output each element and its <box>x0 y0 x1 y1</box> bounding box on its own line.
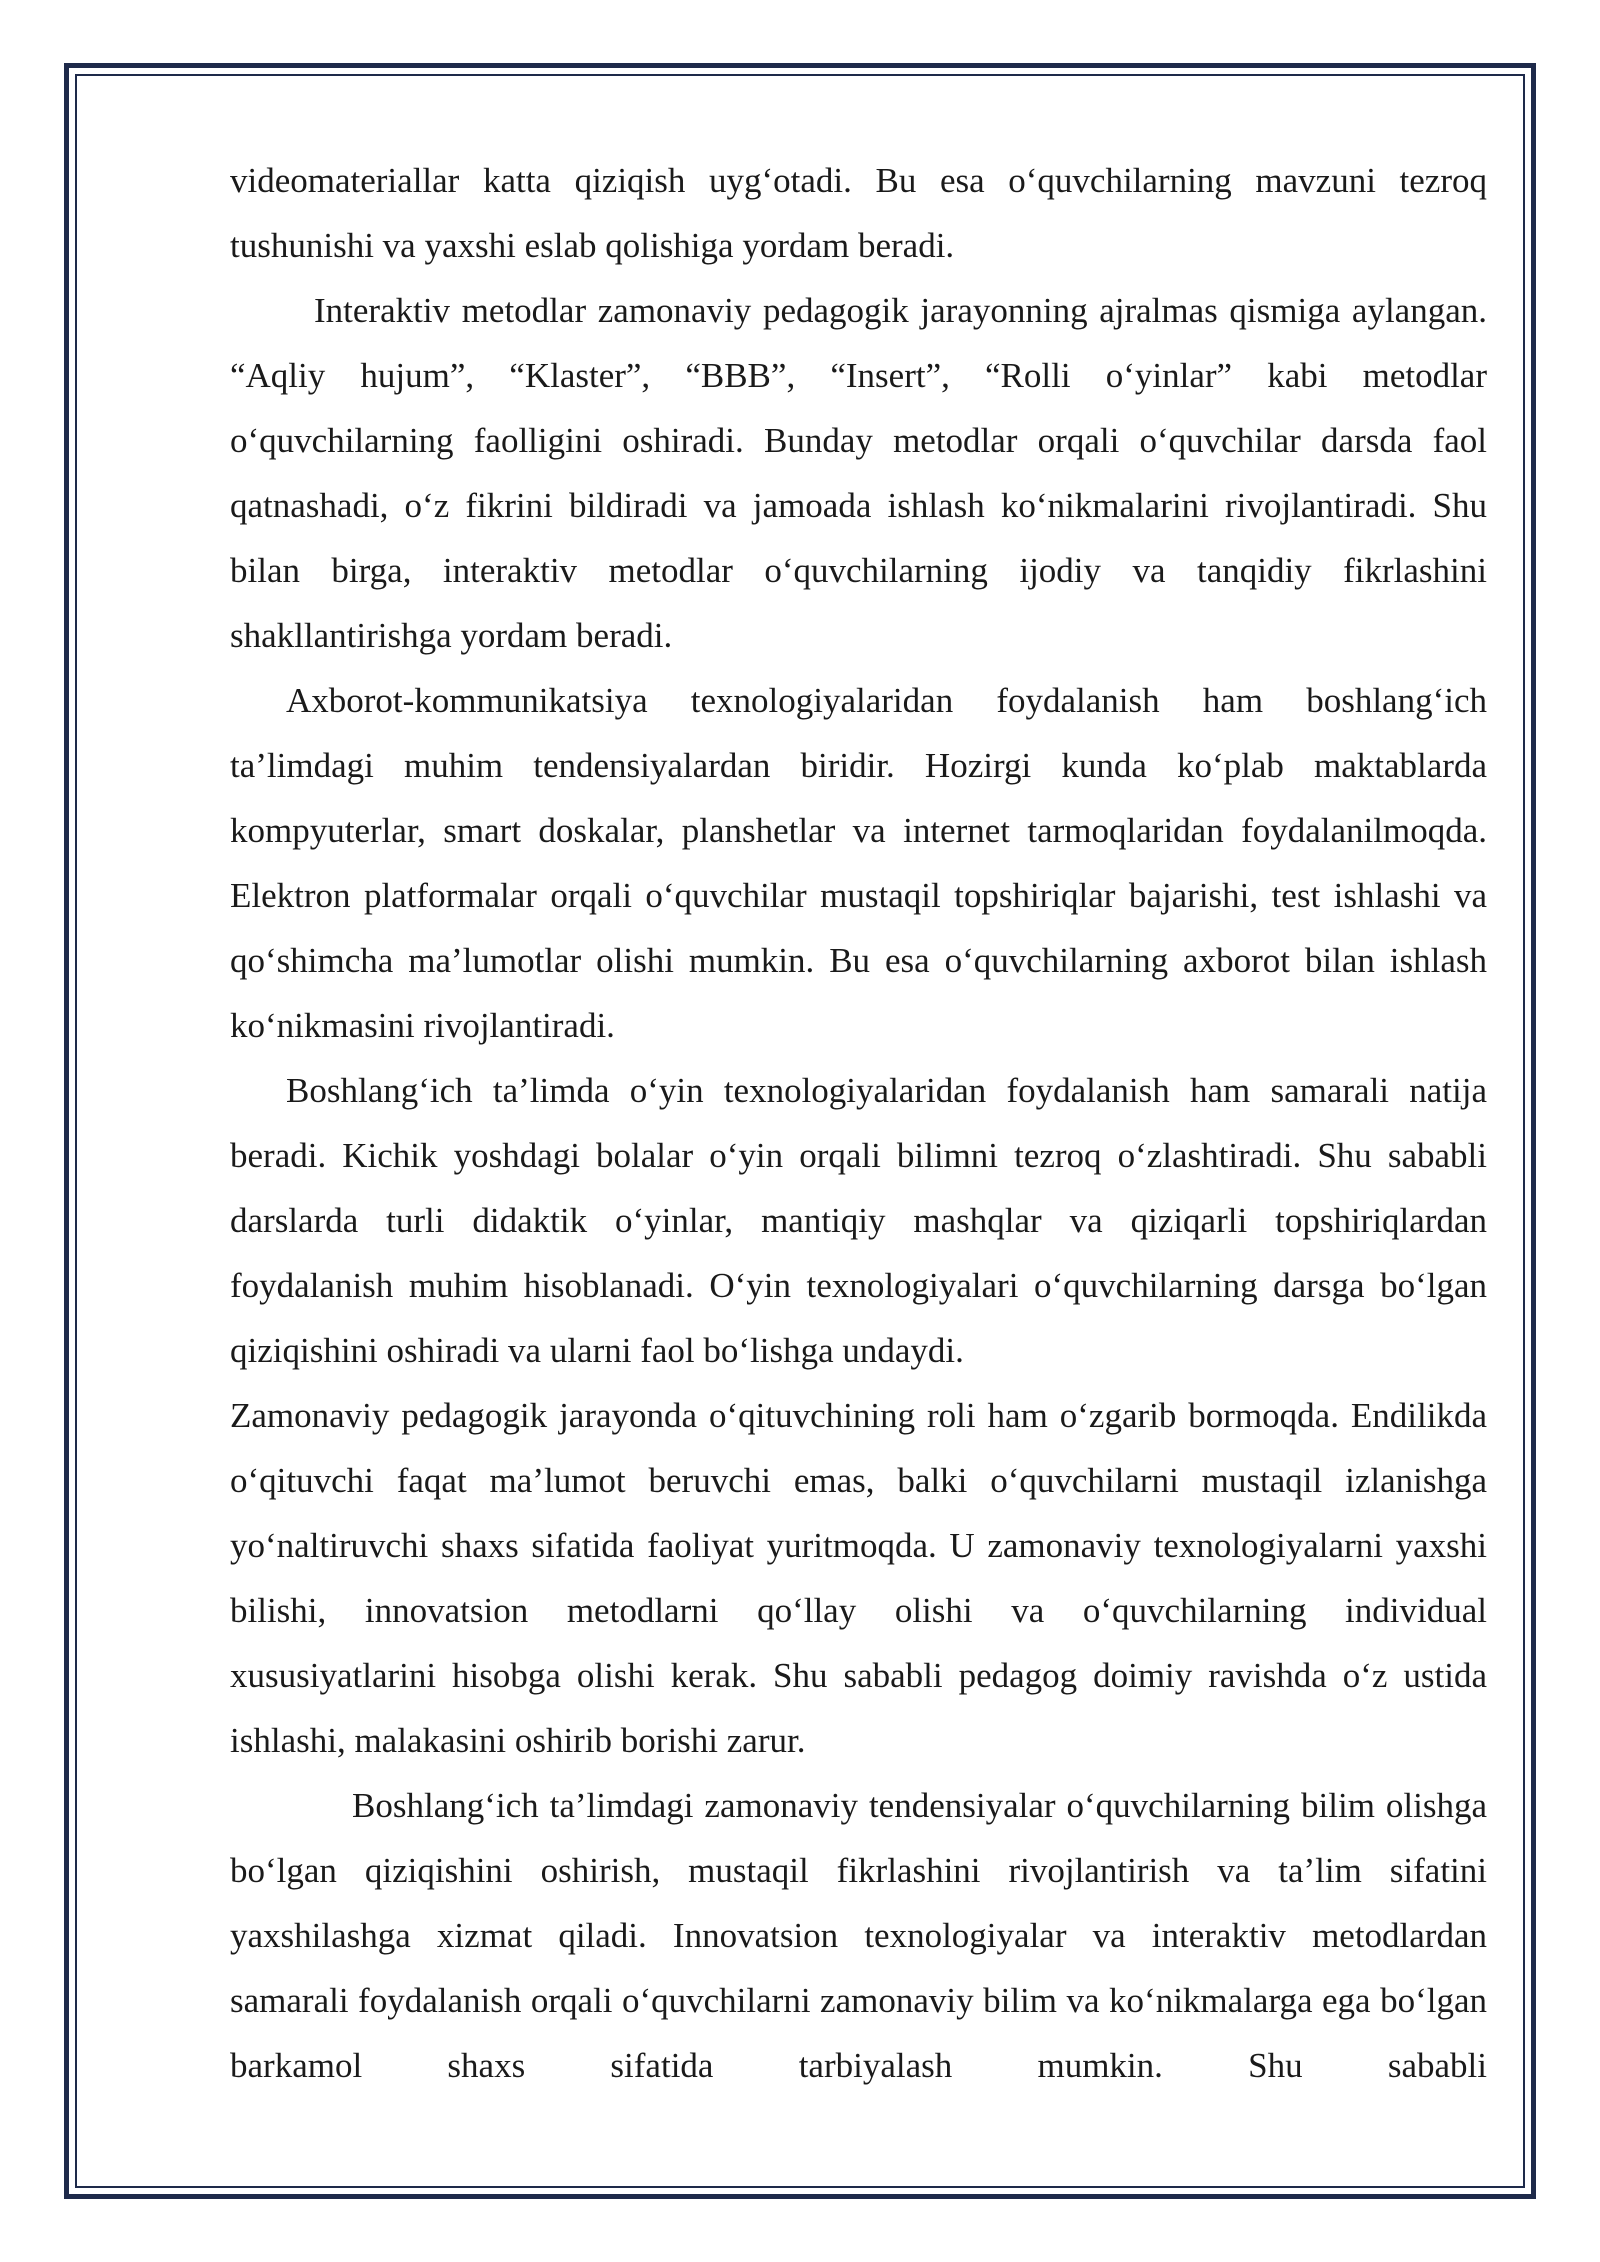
paragraph-5: Zamonaviy pedagogik jarayonda o‘qituvchining roli ham o‘zgarib bormoqda. Endilikda o‘qituvchi faqat ma’lumot beruvchi emas, balki o‘quvchilarni mustaqil izlanishga yo‘naltiruvchi shaxs sifatida faoliyat yuritmoqda. U zamonaviy texnologiyalarni yaxshi bilishi, innovatsion metodlarni qo‘llay olishi va o‘quvchilarning individual xususiyatlarini hisobga olishi kerak. Shu sababli pedagog doimiy ravishda o‘z ustida ishlashi, malakasini oshirib borishi zarur. <box>230 1396 1487 1760</box>
paragraph-6: Boshlang‘ich ta’limdagi zamonaviy tendensiyalar o‘quvchilarning bilim olishga bo‘lgan qiziqishini oshirish, mustaqil fikrlashini rivojlantirish va ta’lim sifatini yaxshilashga xizmat qiladi. Innovatsion texnologiyalar va interaktiv metodlardan samarali foydalanish orqali o‘quvchilarni zamonaviy bilim va ko‘nikmalarga ega bo‘lgan barkamol shaxs sifatida tarbiyalash mumkin. Shu sababli <box>230 1786 1487 2085</box>
paragraph-2: Interaktiv metodlar zamonaviy pedagogik jarayonning ajralmas qismiga aylangan. “Aqliy hujum”, “Klaster”, “BBB”, “Insert”, “Rolli o‘yinlar” kabi metodlar o‘quvchilarning faolligini oshiradi. Bunday metodlar orqali o‘quvchilar darsda faol qatnashadi, o‘z fikrini bildiradi va jamoada ishlash ko‘nikmalarini rivojlantiradi. Shu bilan birga, interaktiv metodlar o‘quvchilarning ijodiy va tanqidiy fikrlashini shakllantirishga yordam beradi. <box>230 291 1487 655</box>
paragraph-1: videomateriallar katta qiziqish uyg‘otadi. Bu esa o‘quvchilarning mavzuni tezroq tushunishi va yaxshi eslab qolishiga yordam beradi. <box>230 161 1487 265</box>
document-body <box>230 148 1487 2098</box>
paragraph-3: Axborot-kommunikatsiya texnologiyalaridan foydalanish ham boshlang‘ich ta’limdagi muhim tendensiyalardan biridir. Hozirgi kunda ko‘plab maktablarda kompyuterlar, smart doskalar, planshetlar va internet tarmoqlaridan foydalanilmoqda. Elektron platformalar orqali o‘quvchilar mustaqil topshiriqlar bajarishi, test ishlashi va qo‘shimcha ma’lumotlar olishi mumkin. Bu esa o‘quvchilarning axborot bilan ishlash ko‘nikmasini rivojlantiradi. <box>230 681 1487 1045</box>
paragraph-4: Boshlang‘ich ta’limda o‘yin texnologiyalaridan foydalanish ham samarali natija beradi. Kichik yoshdagi bolalar o‘yin orqali bilimni tezroq o‘zlashtiradi. Shu sababli darslarda turli didaktik o‘yinlar, mantiqiy mashqlar va qiziqarli topshiriqlardan foydalanish muhim hisoblanadi. O‘yin texnologiyalari o‘quvchilarning darsga bo‘lgan qiziqishini oshiradi va ularni faol bo‘lishga undaydi. <box>230 1071 1487 1370</box>
